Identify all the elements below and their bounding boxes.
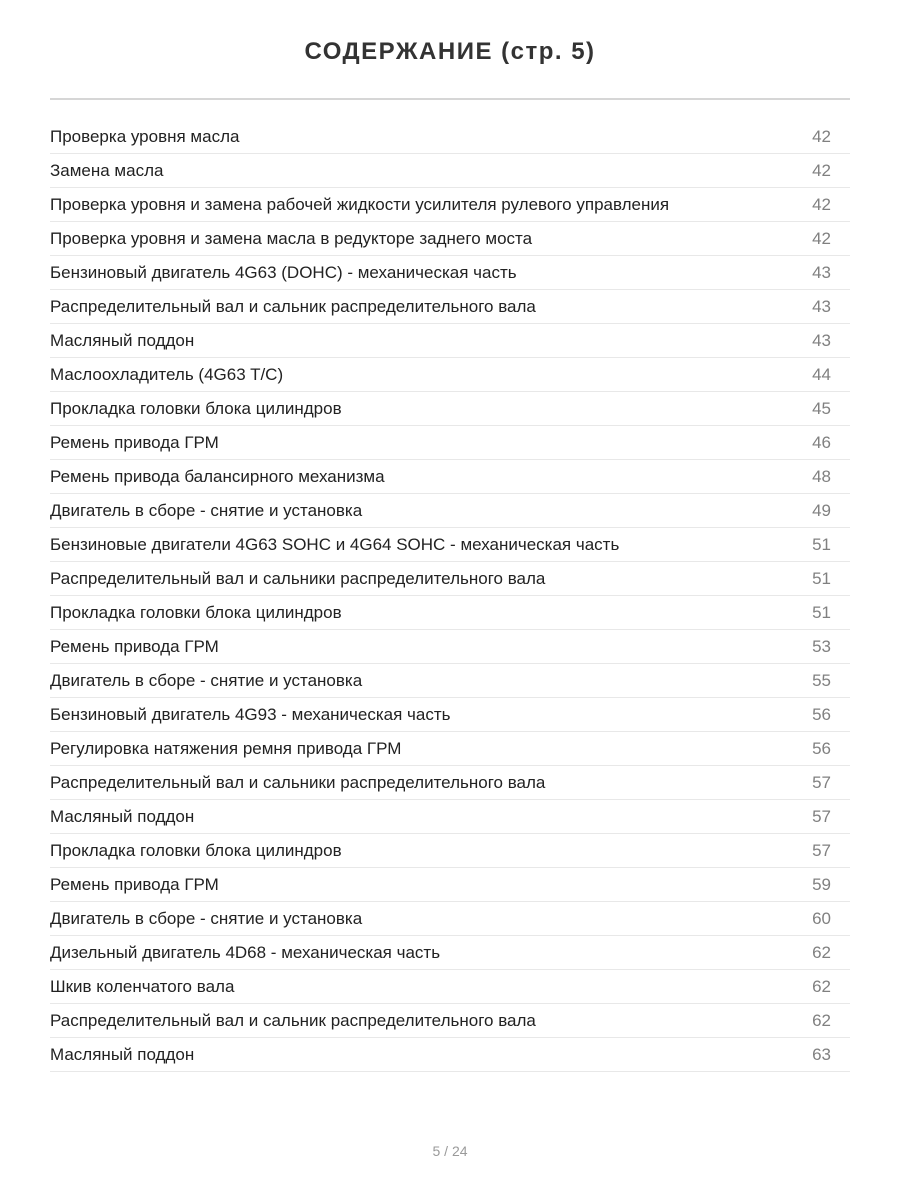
toc-entry-title: Прокладка головки блока цилиндров <box>50 602 342 622</box>
toc-entry-title: Прокладка головки блока цилиндров <box>50 398 342 418</box>
toc-entry-title: Маслоохладитель (4G63 T/C) <box>50 364 284 384</box>
toc-entry-page: 62 <box>812 976 831 996</box>
toc-entry[interactable] <box>50 834 850 868</box>
toc-entry-page: 63 <box>812 1044 831 1064</box>
toc-entry-page: 60 <box>812 908 831 928</box>
toc-entry-page: 51 <box>812 602 831 622</box>
toc-entry-title: Бензиновый двигатель 4G93 - механическая часть <box>50 704 451 724</box>
toc-entry[interactable] <box>50 188 850 222</box>
toc-entry-title: Регулировка натяжения ремня привода ГРМ <box>50 738 402 758</box>
toc-entry-page: 48 <box>812 466 831 486</box>
toc-entry-title: Двигатель в сборе - снятие и установка <box>50 500 363 520</box>
toc-entry-page: 51 <box>812 534 831 554</box>
toc-entry[interactable] <box>50 392 850 426</box>
toc-entry-page: 46 <box>812 432 831 452</box>
toc-entry-page: 62 <box>812 1010 831 1030</box>
toc-entry[interactable] <box>50 290 850 324</box>
toc-entry-title: Дизельный двигатель 4D68 - механическая часть <box>50 942 441 962</box>
toc-entry[interactable] <box>50 324 850 358</box>
toc-entry[interactable] <box>50 120 850 154</box>
toc-entry-page: 43 <box>812 330 831 350</box>
toc-entry-page: 51 <box>812 568 831 588</box>
toc-entry[interactable] <box>50 358 850 392</box>
toc-entry-page: 43 <box>812 262 831 282</box>
toc-entry[interactable] <box>50 800 850 834</box>
toc-entry[interactable] <box>50 630 850 664</box>
toc-entry-page: 42 <box>812 228 831 248</box>
toc-entry-title: Прокладка головки блока цилиндров <box>50 840 342 860</box>
toc-entry-page: 56 <box>812 738 831 758</box>
toc-entry[interactable] <box>50 1038 850 1072</box>
toc-entry[interactable] <box>50 970 850 1004</box>
toc-list <box>50 120 850 1072</box>
toc-entry-page: 43 <box>812 296 831 316</box>
toc-entry-title: Замена масла <box>50 160 164 180</box>
toc-entry[interactable] <box>50 698 850 732</box>
toc-entry[interactable] <box>50 664 850 698</box>
toc-entry[interactable] <box>50 460 850 494</box>
title-divider <box>50 98 850 100</box>
toc-entry[interactable] <box>50 596 850 630</box>
toc-entry[interactable] <box>50 222 850 256</box>
toc-entry-title: Ремень привода ГРМ <box>50 432 219 452</box>
toc-entry-page: 49 <box>812 500 831 520</box>
toc-entry[interactable] <box>50 562 850 596</box>
toc-entry-page: 57 <box>812 806 831 826</box>
toc-entry-page: 53 <box>812 636 831 656</box>
toc-entry-title: Ремень привода балансирного механизма <box>50 466 385 486</box>
toc-entry-title: Распределительный вал и сальник распределительного вала <box>50 296 536 316</box>
toc-entry-title: Двигатель в сборе - снятие и установка <box>50 908 363 928</box>
toc-entry-title: Проверка уровня масла <box>50 126 240 146</box>
toc-entry[interactable] <box>50 528 850 562</box>
toc-entry-title: Масляный поддон <box>50 330 195 350</box>
toc-entry-title: Масляный поддон <box>50 806 195 826</box>
page-indicator: 5 / 24 <box>432 1143 468 1159</box>
toc-entry[interactable] <box>50 426 850 460</box>
toc-entry-page: 42 <box>812 160 831 180</box>
toc-entry[interactable] <box>50 1004 850 1038</box>
toc-entry-title: Проверка уровня и замена масла в редукторе заднего моста <box>50 228 533 248</box>
toc-entry-title: Ремень привода ГРМ <box>50 636 219 656</box>
toc-entry[interactable] <box>50 494 850 528</box>
toc-entry[interactable] <box>50 732 850 766</box>
toc-entry-title: Распределительный вал и сальники распределительного вала <box>50 568 546 588</box>
toc-entry-page: 42 <box>812 194 831 214</box>
toc-entry-page: 44 <box>812 364 831 384</box>
toc-entry-page: 55 <box>812 670 831 690</box>
toc-entry-title: Масляный поддон <box>50 1044 195 1064</box>
toc-entry-title: Распределительный вал и сальник распределительного вала <box>50 1010 536 1030</box>
toc-entry-title: Бензиновый двигатель 4G63 (DOHC) - механическая часть <box>50 262 517 282</box>
toc-entry-title: Ремень привода ГРМ <box>50 874 219 894</box>
toc-entry[interactable] <box>50 902 850 936</box>
toc-entry-page: 57 <box>812 772 831 792</box>
toc-entry-page: 62 <box>812 942 831 962</box>
toc-entry-title: Проверка уровня и замена рабочей жидкости усилителя рулевого управления <box>50 194 670 214</box>
toc-entry[interactable] <box>50 256 850 290</box>
toc-entry[interactable] <box>50 936 850 970</box>
toc-entry-title: Шкив коленчатого вала <box>50 976 235 996</box>
toc-entry-page: 42 <box>812 126 831 146</box>
toc-entry-page: 56 <box>812 704 831 724</box>
toc-entry-title: Бензиновые двигатели 4G63 SOHC и 4G64 SOHC - механическая часть <box>50 534 620 554</box>
toc-entry-title: Распределительный вал и сальники распределительного вала <box>50 772 546 792</box>
toc-entry-page: 45 <box>812 398 831 418</box>
toc-entry[interactable] <box>50 154 850 188</box>
toc-entry-title: Двигатель в сборе - снятие и установка <box>50 670 363 690</box>
toc-entry-page: 57 <box>812 840 831 860</box>
page-title: СОДЕРЖАНИЕ (стр. 5) <box>304 38 596 65</box>
toc-entry-page: 59 <box>812 874 831 894</box>
toc-entry[interactable] <box>50 868 850 902</box>
toc-entry[interactable] <box>50 766 850 800</box>
